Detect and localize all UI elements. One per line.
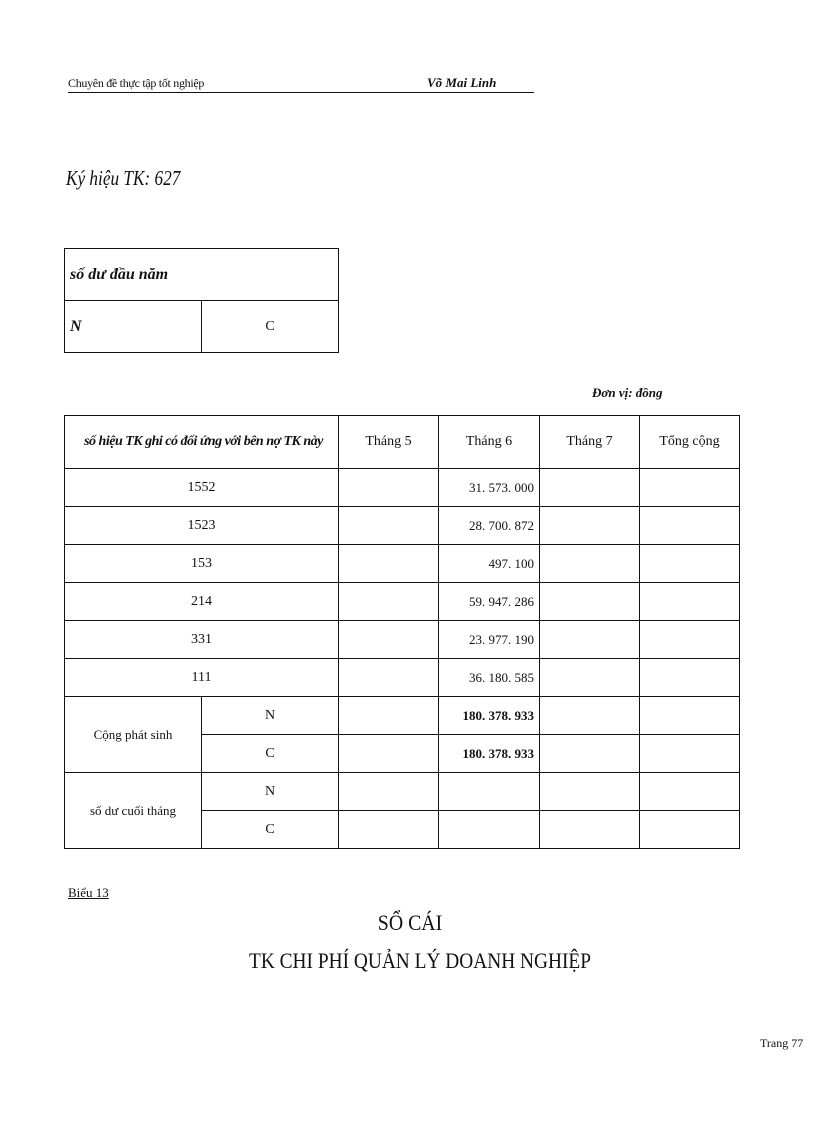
total-cell: [640, 621, 740, 659]
account-cell: 331: [65, 621, 339, 659]
total-cell: [640, 469, 740, 507]
table-row: [65, 469, 740, 507]
total-cell: [640, 697, 740, 735]
total-debit-month6: 180. 378. 933: [439, 697, 540, 735]
total-cell: [640, 583, 740, 621]
month7-cell: [540, 811, 640, 849]
total-cell: [640, 811, 740, 849]
month7-cell: [540, 583, 640, 621]
column-header-account: số hiệu TK ghi có đối ứng với bên nợ TK này: [65, 416, 339, 469]
account-cell: 214: [65, 583, 339, 621]
month6-cell: 28. 700. 872: [439, 507, 540, 545]
table-row: [65, 545, 740, 583]
figure-label: Biểu 13: [68, 885, 109, 900]
month7-cell: [540, 469, 640, 507]
account-cell: 1552: [65, 469, 339, 507]
currency-unit: Đơn vị: đồng: [592, 385, 663, 400]
total-cell: [640, 735, 740, 773]
opening-balance-credit: C: [202, 301, 339, 353]
month5-cell: [339, 469, 439, 507]
month5-cell: [339, 659, 439, 697]
account-cell: 1523: [65, 507, 339, 545]
month5-cell: [339, 735, 439, 773]
total-debit-row: [65, 697, 740, 735]
month5-cell: [339, 545, 439, 583]
column-header-month-7: Tháng 7: [540, 416, 640, 469]
month6-cell: 497. 100: [439, 545, 540, 583]
month5-cell: [339, 621, 439, 659]
month6-cell: [439, 811, 540, 849]
month5-cell: [339, 811, 439, 849]
ledger-subtitle: TK CHI PHÍ QUẢN LÝ DOANH NGHIỆP: [248, 948, 592, 973]
account-symbol: Ký hiệu TK: 627: [66, 166, 181, 190]
month6-cell: 36. 180. 585: [439, 659, 540, 697]
ledger-table: [64, 415, 740, 849]
column-header-month-5: Tháng 5: [339, 416, 439, 469]
page-number: Trang 77: [760, 1036, 804, 1050]
closing-balance-label: số dư cuối tháng: [65, 773, 202, 849]
total-credit-month6: 180. 378. 933: [439, 735, 540, 773]
month6-cell: [439, 773, 540, 811]
total-cell: [640, 773, 740, 811]
column-header-month-6: Tháng 6: [439, 416, 540, 469]
opening-balance-table: [64, 248, 339, 353]
month6-cell: 23. 977. 190: [439, 621, 540, 659]
month7-cell: [540, 659, 640, 697]
closing-credit-marker: C: [202, 811, 339, 849]
ledger-header-row: [65, 416, 740, 469]
account-cell: 153: [65, 545, 339, 583]
header-underline: [68, 92, 534, 93]
header-document-title: Chuyên đề thực tập tốt nghiệp: [68, 76, 205, 90]
total-credit-marker: C: [202, 735, 339, 773]
month7-cell: [540, 507, 640, 545]
total-cell: [640, 507, 740, 545]
month7-cell: [540, 621, 640, 659]
closing-debit-row: [65, 773, 740, 811]
opening-balance-title: số dư đầu năm: [65, 249, 339, 301]
month5-cell: [339, 773, 439, 811]
total-label: Cộng phát sinh: [65, 697, 202, 773]
closing-debit-marker: N: [202, 773, 339, 811]
month7-cell: [540, 697, 640, 735]
table-row: [65, 621, 740, 659]
month7-cell: [540, 773, 640, 811]
column-header-total: Tổng cộng: [640, 416, 740, 469]
month6-cell: 31. 573. 000: [439, 469, 540, 507]
month5-cell: [339, 697, 439, 735]
ledger-title: SỔ CÁI: [377, 910, 443, 935]
month6-cell: 59. 947. 286: [439, 583, 540, 621]
total-cell: [640, 659, 740, 697]
account-cell: 111: [65, 659, 339, 697]
month7-cell: [540, 735, 640, 773]
table-row: [65, 583, 740, 621]
month5-cell: [339, 583, 439, 621]
month7-cell: [540, 545, 640, 583]
table-row: [65, 507, 740, 545]
opening-balance-debit: N: [65, 301, 202, 353]
table-row: [65, 659, 740, 697]
header-author: Võ Mai Linh: [427, 75, 497, 90]
total-debit-marker: N: [202, 697, 339, 735]
month5-cell: [339, 507, 439, 545]
total-cell: [640, 545, 740, 583]
